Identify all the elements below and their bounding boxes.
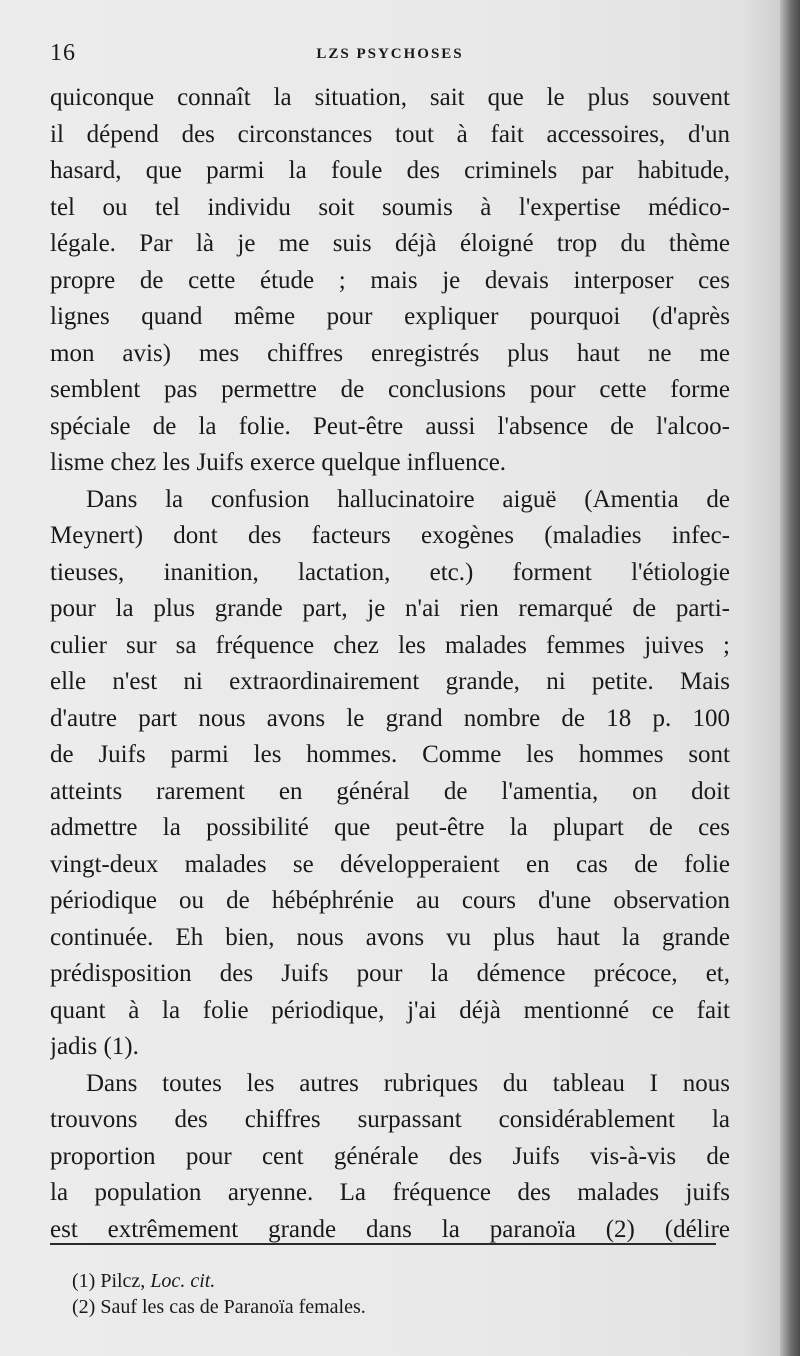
text-line: tel ou tel individu soit soumis à l'expertise médico- xyxy=(50,193,730,221)
text-line: est extrêmement grande dans la paranoïa (2) (délire xyxy=(50,1215,730,1243)
footnote-2: (2) Sauf les cas de Paranoïa females. xyxy=(72,1296,366,1318)
text-line: pour la plus grande part, je n'ai rien remarqué de parti- xyxy=(50,595,730,622)
footnote-1 xyxy=(72,1268,712,1294)
text-line: légale. Par là je me suis déjà éloigné trop du thème xyxy=(50,230,730,257)
footnotes xyxy=(72,1268,712,1320)
text-line: trouvons des chiffres surpassant considérablement la xyxy=(50,1106,730,1133)
text-line: proportion pour cent générale des Juifs vis-à-vis de xyxy=(50,1142,730,1170)
text-line: prédisposition des Juifs pour la démence précoce, et, xyxy=(50,960,730,987)
text-line: de Juifs parmi les hommes. Comme les hommes sont xyxy=(50,741,730,768)
text-line: spéciale de la folie. Peut-être aussi l'absence de l'alcoo- xyxy=(50,412,730,440)
footnote-1-text: (1) Pilcz, xyxy=(72,1270,146,1292)
text-line: elle n'est ni extraordinairement grande, ni petite. Mais xyxy=(50,668,730,695)
text-line: propre de cette étude ; mais je devais interposer ces xyxy=(50,266,730,294)
text-line: Meynert) dont des facteurs exogènes (maladies infec- xyxy=(50,522,730,549)
text-line: continuée. Eh bien, nous avons vu plus haut la grande xyxy=(50,923,730,951)
text-line: mon avis) mes chiffres enregistrés plus haut ne me xyxy=(50,339,730,367)
page-edge-shadow xyxy=(780,0,800,1356)
body-text xyxy=(50,80,730,1248)
paragraph-first-line: Dans toutes les autres rubriques du tableau I nous xyxy=(86,1069,730,1097)
text-line: admettre la possibilité que peut-être la plupart de ces xyxy=(50,814,730,841)
text-line: culier sur sa fréquence chez les malades femmes juives ; xyxy=(50,631,730,659)
footnote-1-citation: Loc. cit. xyxy=(150,1270,216,1292)
running-head: LZS PSYCHOSES xyxy=(316,46,464,62)
paragraph-last-line: lisme chez les Juifs exerce quelque influence. xyxy=(50,449,507,476)
text-line: d'autre part nous avons le grand nombre de 18 p. 100 xyxy=(50,704,730,732)
text-line: semblent pas permettre de conclusions pour cette forme xyxy=(50,376,730,403)
paragraph-first-line: Dans la confusion hallucinatoire aiguë (Amentia de xyxy=(86,485,730,513)
text-line: la population aryenne. La fréquence des malades juifs xyxy=(50,1179,730,1206)
paragraph-last-line: jadis (1). xyxy=(50,1033,139,1060)
footnote-divider xyxy=(50,1243,716,1245)
page-number: 16 xyxy=(50,40,76,66)
text-line: atteints rarement en général de l'amentia, on doit xyxy=(50,777,730,805)
page-header xyxy=(50,40,730,70)
text-line: vingt-deux malades se développeraient en cas de folie xyxy=(50,850,730,878)
text-line: lignes quand même pour expliquer pourquoi (d'après xyxy=(50,303,730,330)
text-line: hasard, que parmi la foule des criminels par habitude, xyxy=(50,157,730,184)
text-line: quiconque connaît la situation, sait que le plus souvent xyxy=(50,84,730,111)
text-line: périodique ou de hébéphrénie au cours d'une observation xyxy=(50,887,730,914)
text-line: tieuses, inanition, lactation, etc.) forment l'étiologie xyxy=(50,558,730,586)
text-line: il dépend des circonstances tout à fait accessoires, d'un xyxy=(50,120,730,148)
text-line: quant à la folie périodique, j'ai déjà mentionné ce fait xyxy=(50,996,730,1024)
